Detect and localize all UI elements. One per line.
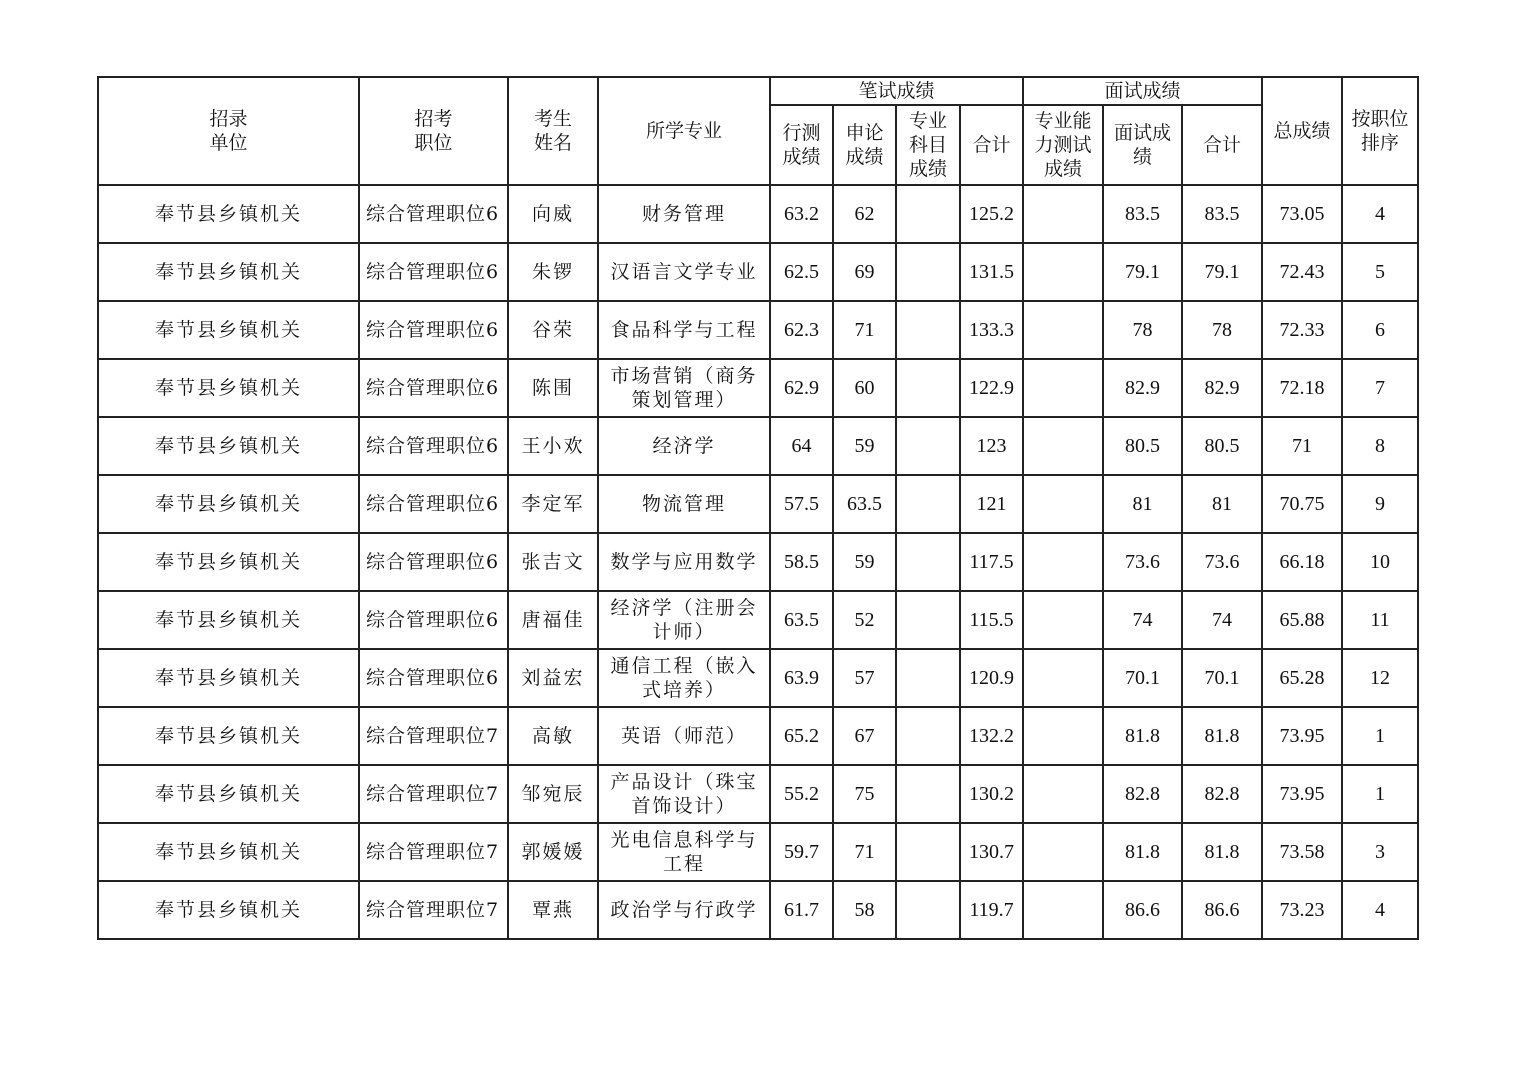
cell-written-total: 123 [960, 417, 1023, 475]
cell-written-total: 115.5 [960, 591, 1023, 649]
cell-written-total: 130.7 [960, 823, 1023, 881]
cell-shenlun: 69 [833, 243, 896, 301]
cell-total: 73.95 [1262, 765, 1342, 823]
cell-rank: 12 [1342, 649, 1418, 707]
cell-interview-total: 70.1 [1182, 649, 1262, 707]
cell-ability [1023, 707, 1103, 765]
cell-interview-score: 81.8 [1103, 823, 1182, 881]
cell-written-total: 120.9 [960, 649, 1023, 707]
cell-xingce: 62.5 [770, 243, 833, 301]
header-subject: 专业 科目 成绩 [896, 105, 960, 185]
cell-ability [1023, 823, 1103, 881]
cell-name: 朱锣 [508, 243, 598, 301]
header-interview-group: 面试成绩 [1023, 77, 1262, 105]
cell-interview-total: 83.5 [1182, 185, 1262, 243]
cell-major: 市场营销（商务 策划管理） [598, 359, 770, 417]
cell-shenlun: 59 [833, 417, 896, 475]
cell-total: 73.95 [1262, 707, 1342, 765]
cell-rank: 1 [1342, 765, 1418, 823]
header-major: 所学专业 [598, 77, 770, 185]
cell-rank: 1 [1342, 707, 1418, 765]
cell-subject [896, 765, 960, 823]
cell-rank: 4 [1342, 881, 1418, 939]
cell-position: 综合管理职位6 [359, 533, 508, 591]
cell-interview-total: 79.1 [1182, 243, 1262, 301]
cell-interview-score: 83.5 [1103, 185, 1182, 243]
cell-xingce: 61.7 [770, 881, 833, 939]
table-row [98, 359, 1418, 417]
cell-interview-score: 81 [1103, 475, 1182, 533]
cell-interview-total: 86.6 [1182, 881, 1262, 939]
cell-major: 食品科学与工程 [598, 301, 770, 359]
cell-written-total: 117.5 [960, 533, 1023, 591]
cell-name: 邹宛辰 [508, 765, 598, 823]
cell-interview-total: 80.5 [1182, 417, 1262, 475]
table-row [98, 185, 1418, 243]
cell-ability [1023, 359, 1103, 417]
cell-name: 高敏 [508, 707, 598, 765]
header-unit: 招录 单位 [98, 77, 359, 185]
cell-rank: 11 [1342, 591, 1418, 649]
cell-position: 综合管理职位6 [359, 185, 508, 243]
cell-total: 65.88 [1262, 591, 1342, 649]
cell-major: 通信工程（嵌入 式培养） [598, 649, 770, 707]
cell-written-total: 130.2 [960, 765, 1023, 823]
cell-subject [896, 707, 960, 765]
cell-interview-total: 82.8 [1182, 765, 1262, 823]
header-name: 考生 姓名 [508, 77, 598, 185]
cell-subject [896, 301, 960, 359]
header-written-group: 笔试成绩 [770, 77, 1023, 105]
score-table [97, 76, 1419, 940]
cell-shenlun: 67 [833, 707, 896, 765]
cell-shenlun: 63.5 [833, 475, 896, 533]
cell-xingce: 64 [770, 417, 833, 475]
cell-shenlun: 60 [833, 359, 896, 417]
cell-total: 73.23 [1262, 881, 1342, 939]
table-row [98, 533, 1418, 591]
header-written-total: 合计 [960, 105, 1023, 185]
table-row [98, 765, 1418, 823]
header-total: 总成绩 [1262, 77, 1342, 185]
table-row [98, 417, 1418, 475]
cell-unit: 奉节县乡镇机关 [98, 881, 359, 939]
cell-position: 综合管理职位6 [359, 591, 508, 649]
cell-xingce: 55.2 [770, 765, 833, 823]
cell-name: 覃燕 [508, 881, 598, 939]
cell-interview-score: 79.1 [1103, 243, 1182, 301]
cell-unit: 奉节县乡镇机关 [98, 301, 359, 359]
header-interview-total: 合计 [1182, 105, 1262, 185]
cell-written-total: 132.2 [960, 707, 1023, 765]
cell-total: 65.28 [1262, 649, 1342, 707]
cell-ability [1023, 533, 1103, 591]
cell-name: 张吉文 [508, 533, 598, 591]
table-row [98, 475, 1418, 533]
cell-interview-score: 70.1 [1103, 649, 1182, 707]
cell-ability [1023, 649, 1103, 707]
cell-ability [1023, 765, 1103, 823]
cell-rank: 8 [1342, 417, 1418, 475]
table-body [98, 185, 1418, 939]
cell-total: 72.18 [1262, 359, 1342, 417]
cell-shenlun: 75 [833, 765, 896, 823]
table-row [98, 823, 1418, 881]
cell-shenlun: 58 [833, 881, 896, 939]
cell-subject [896, 185, 960, 243]
cell-name: 王小欢 [508, 417, 598, 475]
cell-total: 70.75 [1262, 475, 1342, 533]
cell-shenlun: 57 [833, 649, 896, 707]
cell-rank: 7 [1342, 359, 1418, 417]
header-ability: 专业能 力测试 成绩 [1023, 105, 1103, 185]
cell-unit: 奉节县乡镇机关 [98, 649, 359, 707]
cell-rank: 5 [1342, 243, 1418, 301]
cell-unit: 奉节县乡镇机关 [98, 475, 359, 533]
cell-position: 综合管理职位6 [359, 475, 508, 533]
cell-rank: 4 [1342, 185, 1418, 243]
cell-major: 经济学 [598, 417, 770, 475]
cell-interview-score: 74 [1103, 591, 1182, 649]
header-position: 招考 职位 [359, 77, 508, 185]
cell-interview-total: 78 [1182, 301, 1262, 359]
cell-name: 郭媛媛 [508, 823, 598, 881]
cell-interview-total: 74 [1182, 591, 1262, 649]
cell-shenlun: 52 [833, 591, 896, 649]
cell-written-total: 133.3 [960, 301, 1023, 359]
cell-shenlun: 59 [833, 533, 896, 591]
cell-position: 综合管理职位7 [359, 707, 508, 765]
header-xingce: 行测 成绩 [770, 105, 833, 185]
cell-position: 综合管理职位6 [359, 649, 508, 707]
cell-ability [1023, 881, 1103, 939]
cell-xingce: 62.9 [770, 359, 833, 417]
cell-subject [896, 475, 960, 533]
cell-position: 综合管理职位6 [359, 243, 508, 301]
table-row [98, 301, 1418, 359]
cell-shenlun: 71 [833, 301, 896, 359]
cell-subject [896, 591, 960, 649]
cell-unit: 奉节县乡镇机关 [98, 243, 359, 301]
cell-interview-total: 82.9 [1182, 359, 1262, 417]
cell-position: 综合管理职位6 [359, 417, 508, 475]
cell-interview-total: 81.8 [1182, 823, 1262, 881]
header-interview-score: 面试成 绩 [1103, 105, 1182, 185]
cell-total: 72.33 [1262, 301, 1342, 359]
cell-subject [896, 649, 960, 707]
cell-xingce: 59.7 [770, 823, 833, 881]
cell-unit: 奉节县乡镇机关 [98, 765, 359, 823]
cell-written-total: 131.5 [960, 243, 1023, 301]
cell-rank: 9 [1342, 475, 1418, 533]
cell-name: 唐福佳 [508, 591, 598, 649]
cell-xingce: 63.2 [770, 185, 833, 243]
cell-name: 向威 [508, 185, 598, 243]
cell-interview-score: 82.8 [1103, 765, 1182, 823]
cell-written-total: 121 [960, 475, 1023, 533]
cell-subject [896, 359, 960, 417]
cell-rank: 3 [1342, 823, 1418, 881]
table-row [98, 881, 1418, 939]
cell-interview-total: 81.8 [1182, 707, 1262, 765]
cell-major: 政治学与行政学 [598, 881, 770, 939]
header-row-top [98, 77, 1418, 105]
cell-major: 财务管理 [598, 185, 770, 243]
cell-major: 产品设计（珠宝 首饰设计） [598, 765, 770, 823]
cell-name: 谷荣 [508, 301, 598, 359]
cell-total: 71 [1262, 417, 1342, 475]
table-row [98, 649, 1418, 707]
cell-major: 光电信息科学与 工程 [598, 823, 770, 881]
table-row [98, 591, 1418, 649]
cell-interview-score: 80.5 [1103, 417, 1182, 475]
cell-total: 73.58 [1262, 823, 1342, 881]
cell-rank: 10 [1342, 533, 1418, 591]
cell-total: 73.05 [1262, 185, 1342, 243]
cell-ability [1023, 243, 1103, 301]
cell-ability [1023, 185, 1103, 243]
cell-major: 英语（师范） [598, 707, 770, 765]
cell-major: 汉语言文学专业 [598, 243, 770, 301]
cell-xingce: 57.5 [770, 475, 833, 533]
table-row [98, 707, 1418, 765]
table-row [98, 243, 1418, 301]
cell-subject [896, 243, 960, 301]
cell-position: 综合管理职位6 [359, 359, 508, 417]
cell-xingce: 63.9 [770, 649, 833, 707]
cell-position: 综合管理职位7 [359, 881, 508, 939]
cell-rank: 6 [1342, 301, 1418, 359]
cell-name: 李定军 [508, 475, 598, 533]
cell-major: 数学与应用数学 [598, 533, 770, 591]
cell-interview-total: 81 [1182, 475, 1262, 533]
cell-written-total: 122.9 [960, 359, 1023, 417]
cell-ability [1023, 417, 1103, 475]
cell-interview-score: 82.9 [1103, 359, 1182, 417]
cell-position: 综合管理职位7 [359, 823, 508, 881]
cell-name: 刘益宏 [508, 649, 598, 707]
cell-xingce: 65.2 [770, 707, 833, 765]
cell-subject [896, 417, 960, 475]
cell-unit: 奉节县乡镇机关 [98, 185, 359, 243]
cell-name: 陈围 [508, 359, 598, 417]
cell-interview-total: 73.6 [1182, 533, 1262, 591]
cell-unit: 奉节县乡镇机关 [98, 707, 359, 765]
cell-position: 综合管理职位7 [359, 765, 508, 823]
cell-written-total: 125.2 [960, 185, 1023, 243]
cell-interview-score: 73.6 [1103, 533, 1182, 591]
cell-xingce: 62.3 [770, 301, 833, 359]
header-shenlun: 申论 成绩 [833, 105, 896, 185]
cell-unit: 奉节县乡镇机关 [98, 359, 359, 417]
cell-major: 经济学（注册会 计师） [598, 591, 770, 649]
cell-ability [1023, 301, 1103, 359]
cell-subject [896, 533, 960, 591]
cell-major: 物流管理 [598, 475, 770, 533]
cell-xingce: 63.5 [770, 591, 833, 649]
cell-unit: 奉节县乡镇机关 [98, 591, 359, 649]
cell-written-total: 119.7 [960, 881, 1023, 939]
cell-unit: 奉节县乡镇机关 [98, 533, 359, 591]
cell-ability [1023, 475, 1103, 533]
cell-total: 72.43 [1262, 243, 1342, 301]
cell-interview-score: 78 [1103, 301, 1182, 359]
header-rank: 按职位 排序 [1342, 77, 1418, 185]
cell-ability [1023, 591, 1103, 649]
cell-shenlun: 62 [833, 185, 896, 243]
cell-unit: 奉节县乡镇机关 [98, 823, 359, 881]
cell-interview-score: 81.8 [1103, 707, 1182, 765]
cell-interview-score: 86.6 [1103, 881, 1182, 939]
cell-unit: 奉节县乡镇机关 [98, 417, 359, 475]
cell-position: 综合管理职位6 [359, 301, 508, 359]
cell-xingce: 58.5 [770, 533, 833, 591]
cell-shenlun: 71 [833, 823, 896, 881]
cell-subject [896, 881, 960, 939]
cell-total: 66.18 [1262, 533, 1342, 591]
cell-subject [896, 823, 960, 881]
